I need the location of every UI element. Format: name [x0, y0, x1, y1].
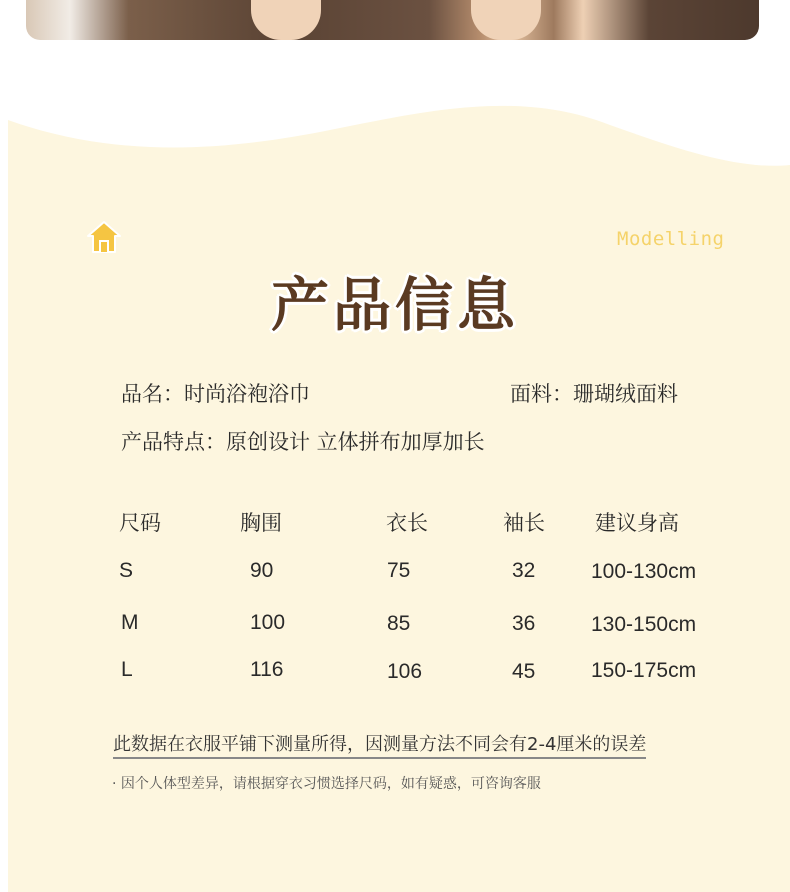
measurement-note: 此数据在衣服平铺下测量所得，因测量方法不同会有2-4厘米的误差: [113, 730, 646, 759]
cell-sleeve: 45: [512, 660, 536, 683]
column-header-size: 尺码: [119, 511, 161, 535]
cell-chest: 100: [250, 611, 286, 634]
cell-height: 150-175cm: [591, 659, 697, 682]
product-material: 面料：珊瑚绒面料: [510, 382, 678, 406]
column-header-height: 建议身高: [595, 511, 679, 535]
product-photo: [26, 0, 759, 40]
photo-leg-right: [471, 0, 541, 40]
photo-leg-left: [251, 0, 321, 40]
cell-chest: 116: [250, 658, 284, 681]
cell-sleeve: 32: [512, 559, 536, 582]
cell-height: 130-150cm: [591, 613, 697, 636]
size-advice-note: · 因个人体型差异，请根据穿衣习惯选择尺码，如有疑惑，可咨询客服: [112, 776, 541, 792]
page-title: 产品信息: [270, 271, 519, 339]
product-features: 产品特点：原创设计 立体拼布加厚加长: [121, 430, 485, 454]
cell-sleeve: 36: [512, 612, 536, 635]
cell-length: 106: [387, 660, 423, 683]
modelling-label: Modelling: [617, 228, 725, 250]
cell-size: M: [121, 611, 139, 634]
cell-length: 85: [387, 612, 411, 635]
cell-size: S: [119, 559, 134, 582]
home-icon: [86, 220, 122, 254]
cell-height: 100-130cm: [591, 560, 697, 583]
cell-chest: 90: [250, 559, 274, 582]
cell-length: 75: [387, 559, 411, 582]
product-name: 品名：时尚浴袍浴巾: [121, 382, 310, 406]
column-header-chest: 胸围: [240, 511, 282, 535]
column-header-length: 衣长: [386, 511, 428, 535]
background-panel: [0, 90, 790, 892]
column-header-sleeve: 袖长: [503, 511, 545, 535]
cell-size: L: [121, 658, 133, 681]
